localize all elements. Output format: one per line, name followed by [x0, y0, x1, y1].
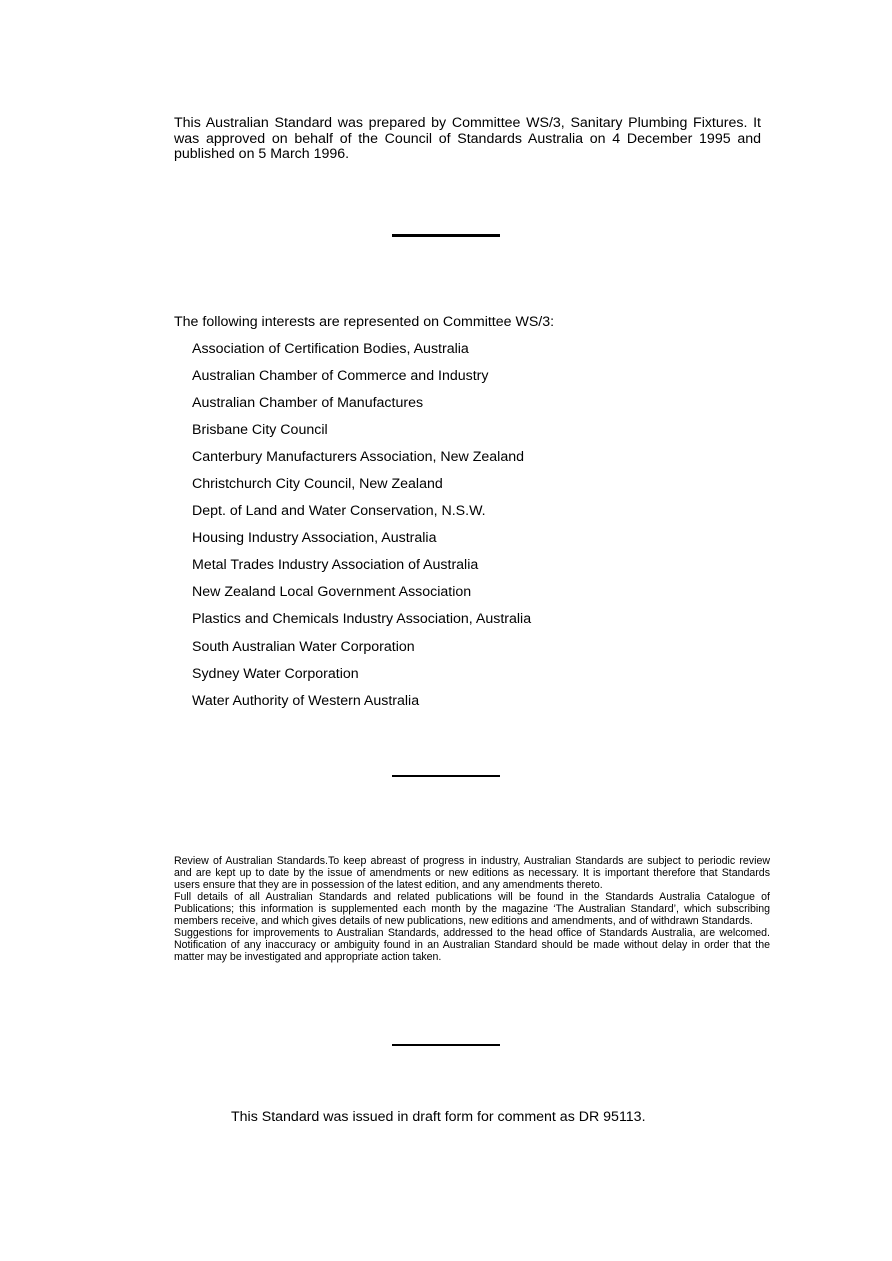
list-item: Australian Chamber of Commerce and Industry [192, 368, 489, 385]
review-notice [174, 855, 770, 963]
committee-heading: The following interests are represented on Committee WS/3: [174, 314, 555, 330]
list-item: Australian Chamber of Manufactures [192, 395, 424, 412]
section-divider [392, 234, 500, 237]
list-item: Dept. of Land and Water Conservation, N.S.W. [192, 503, 486, 520]
list-item: Sydney Water Corporation [192, 665, 359, 682]
list-item: Water Authority of Western Australia [192, 692, 420, 709]
list-item: Christchurch City Council, New Zealand [192, 476, 443, 493]
catalogue-paragraph: Full details of all Australian Standards and related publications will be found in the Standards Australia Catalogue of Publications; this information is supplemented each month by the magazine ‘The Australian Standard’, which subscribing members receive, and which gives details of new publications, new editions and amendments, and of withdrawn Standards. [174, 891, 770, 927]
section-divider [392, 775, 500, 777]
list-item: Housing Industry Association, Australia [192, 530, 437, 547]
review-paragraph: Review of Australian Standards.To keep abreast of progress in industry, Australian Standards are subject to periodic review and are kept up to date by the issue of amendments or new editions as necessary. It is important therefore that Standards users ensure that they are in possession of the latest edition, and any amendments thereto. [174, 855, 770, 891]
list-item: Canterbury Manufacturers Association, New Zealand [192, 449, 524, 466]
list-item: Association of Certification Bodies, Australia [192, 341, 469, 357]
committee-interests-list [192, 341, 531, 720]
draft-note: This Standard was issued in draft form for comment as DR 95113. [231, 1109, 646, 1125]
list-item: New Zealand Local Government Association [192, 584, 472, 601]
approval-statement: This Australian Standard was prepared by Committee WS/3, Sanitary Plumbing Fixtures. It was approved on behalf of the Council of Standards Australia on 4 December 1995 and published on 5 March 1996. [174, 115, 761, 162]
list-item: Brisbane City Council [192, 422, 328, 439]
section-divider [392, 1044, 500, 1046]
list-item: Plastics and Chemicals Industry Association, Australia [192, 611, 532, 628]
list-item: Metal Trades Industry Association of Australia [192, 557, 479, 574]
list-item: South Australian Water Corporation [192, 638, 415, 655]
suggestions-paragraph: Suggestions for improvements to Australian Standards, addressed to the head office of Standards Australia, are welcomed. Notification of any inaccuracy or ambiguity found in an Australian Standard should be made without delay in order that the matter may be investigated and appropriate action taken. [174, 927, 770, 963]
